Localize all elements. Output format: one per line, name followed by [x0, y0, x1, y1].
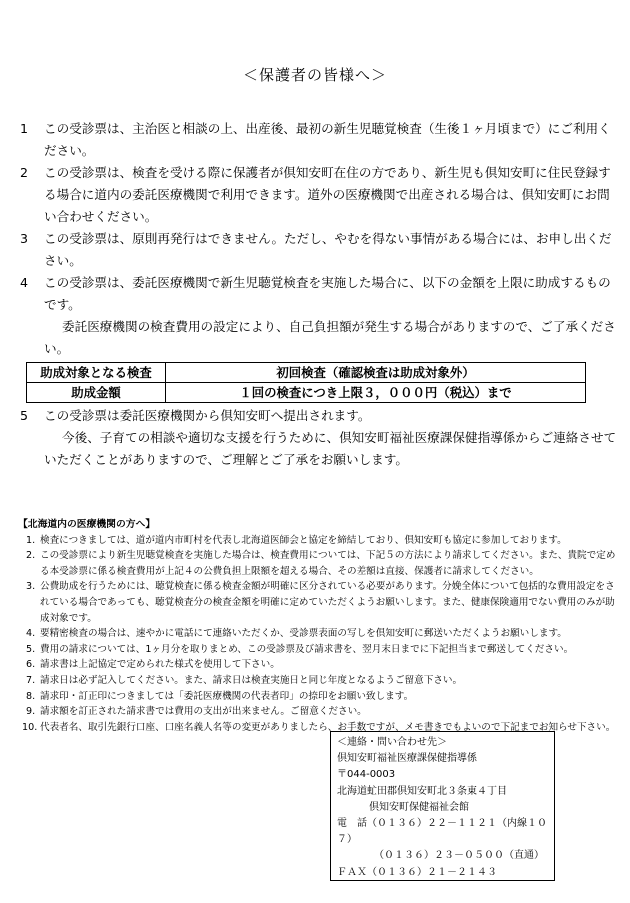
item-text: この受診票は委託医療機関から倶知安町へ提出されます。	[44, 408, 371, 423]
item-number: 1.	[26, 534, 36, 546]
item-number: 4.	[26, 628, 36, 640]
closing-paragraph: 今後、子育ての相談や適切な支援を行うために、倶知安町福祉医療課保健指導係からご連絡させていただくことがありますので、ご理解とご了承をお願いします。	[44, 430, 617, 467]
item-text: この受診票は、原則再発行はできません。ただし、やむを得ない事情がある場合には、お申し出ください。	[44, 231, 612, 268]
list-item	[18, 626, 618, 642]
table-row	[27, 383, 586, 403]
item-number: 8.	[26, 690, 36, 702]
notice-item-3	[20, 228, 620, 272]
item-number: 9.	[26, 706, 36, 718]
list-item	[18, 673, 618, 689]
notice-item-2	[20, 162, 620, 228]
list-item	[18, 689, 618, 705]
item-number: 4	[20, 275, 29, 290]
item-text: 要精密検査の場合は、速やかに電話にて連絡いただくか、受診票表面の写しを倶知安町に郵送いただくようお願いします。	[40, 628, 567, 640]
list-item	[18, 657, 618, 673]
item-text: 費用の請求については、1ヶ月分を取りまとめ、この受診票及び請求書を、翌月末日までに下記担当まで郵送してください。	[40, 643, 574, 655]
list-item	[18, 642, 618, 658]
contact-phone-direct: （０１３６）２３－０５００（直通）	[374, 850, 544, 862]
table-row	[27, 363, 586, 383]
hokkaido-institutions-section	[18, 517, 618, 735]
guardian-notice-list	[20, 118, 620, 471]
item-text: 代表者名、取引先銀行口座、口座名義人名等の変更がありましたら、お手数ですが、メモ書きでもよいので下記までお知らせ下さい。	[40, 721, 616, 733]
list-item	[18, 704, 618, 720]
contact-phone-extension: 電 話（０１３６）２２－１１２１（内線１０７）	[337, 818, 547, 846]
section-title: 【北海道内の医療機関の方へ】	[18, 519, 156, 530]
item-text: 請求印・訂正印につきましては「委託医療機関の代表者印」の捺印をお願い致します。	[40, 690, 414, 702]
notice-item-1	[20, 118, 620, 162]
contact-department: 倶知安町福祉医療課保健指導係	[337, 753, 477, 765]
contact-building: 倶知安町保健福祉会館	[369, 801, 469, 813]
notice-item-5	[20, 405, 620, 427]
item-text-secondary: 委託医療機関の検査費用の設定により、自己負担額が発生する場合がありますので、ご了承ください。	[44, 319, 616, 356]
item-number: 1	[20, 121, 29, 136]
item-number: 7.	[26, 674, 36, 686]
item-text: この受診票は、検査を受ける際に保護者が倶知安町在住の方であり、新生児も倶知安町に住民登録する場合に道内の委託医療機関で利用できます。道外の医療機関で出産される場合は、倶知安町にお問い合わせください。	[44, 165, 611, 224]
item-number: 3	[20, 231, 29, 246]
item-text: 検査につきましては、道が道内市町村を代表し北海道医師会と協定を締結しており、倶知安町も協定に参加しております。	[40, 534, 567, 546]
item-number: 3.	[26, 581, 36, 593]
contact-postal-code: 〒044-0003	[337, 769, 396, 781]
item-text: この受診票は、委託医療機関で新生児聴覚検査を実施した場合に、以下の金額を上限に助成するものです。	[44, 275, 611, 312]
item-text: この受診票により新生児聴覚検査を実施した場合は、検査費用については、下記５の方法により請求してください。また、貴院で定める本受診票に係る検査費用が上記４の公費負担上限額を超える場合、その差額は直接、保護者に請求してください。	[40, 550, 616, 577]
contact-address: 北海道虻田郡倶知安町北３条東４丁目	[337, 785, 507, 797]
item-text: 公費助成を行うためには、聴覚検査に係る検査金額が明確に区分されている必要があります。分娩全体について包括的な費用設定をされている場合であっても、聴覚検査分の検査金額を明確に定めていただくようお願いします。また、健康保険適用でない費用のみが助成対象です。	[40, 581, 615, 624]
item-text: 請求書は上記協定で定められた様式を使用して下さい。	[40, 659, 280, 671]
contact-fax: ＦＡＸ（０１３６）２１－２１４３	[337, 866, 497, 878]
item-number: 2.	[26, 550, 36, 562]
table-cell-value: 初回検査（確認検査は助成対象外）	[166, 363, 586, 383]
list-item	[18, 533, 618, 549]
item-number: 10.	[22, 721, 38, 733]
table-cell-label: 助成対象となる検査	[27, 363, 166, 383]
table-cell-label: 助成金額	[27, 383, 166, 403]
table-cell-value: １回の検査につき上限３，０００円（税込）まで	[166, 383, 586, 403]
list-item	[18, 548, 618, 579]
item-text: この受診票は、主治医と相談の上、出産後、最初の新生児聴覚検査（生後１ヶ月頃まで）にご利用ください。	[44, 121, 611, 158]
item-number: 5	[20, 408, 29, 423]
page-title: ＜保護者の皆様へ＞	[242, 66, 387, 84]
contact-box	[330, 731, 555, 881]
subsidy-table	[26, 362, 586, 403]
list-item	[18, 579, 618, 626]
item-number: 6.	[26, 659, 36, 671]
item-text: 請求額を訂正された請求書では費用の支出が出来ません。ご留意ください。	[40, 706, 367, 718]
item-text: 請求日は必ず記入してください。また、請求日は検査実施日と同じ年度となるようご留意下さい。	[40, 674, 463, 686]
item-number: 5.	[26, 643, 36, 655]
notice-item-4	[20, 272, 620, 360]
item-number: 2	[20, 165, 29, 180]
contact-heading: ＜連絡・問い合わせ先＞	[337, 737, 447, 748]
